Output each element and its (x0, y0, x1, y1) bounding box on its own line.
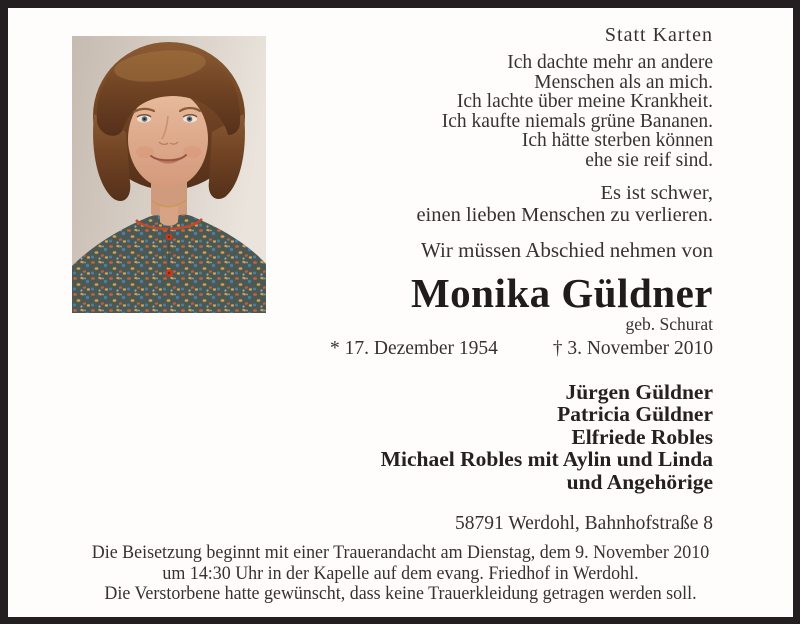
address-line: 58791 Werdohl, Bahnhofstraße 8 (454, 513, 713, 534)
funeral-line-1: Die Beisetzung beginnt mit einer Trauerandacht am Dienstag, dem 9. November 2010 (91, 543, 710, 563)
funeral-line-2: um 14:30 Uhr in der Kapelle auf dem evang. Friedhof in Werdohl. (162, 563, 639, 584)
portrait-photo (72, 36, 266, 313)
birth-date: * 17. Dezember 1954 (330, 338, 498, 359)
sorrow-line-2: einen lieben Menschen zu verlieren. (416, 204, 713, 226)
sorrow-lines (416, 182, 713, 226)
sorrow-line-1: Es ist schwer, (600, 182, 713, 204)
poem-line-4: Ich kaufte niemals grüne Bananen. (441, 110, 713, 132)
mourner-2: Patricia Güldner (557, 402, 713, 427)
funeral-line-3: Die Verstorbene hatte gewünscht, dass keine Trauerkleidung getragen werden soll. (104, 584, 697, 605)
mourner-4: Michael Robles mit Aylin und Linda (380, 447, 713, 472)
poem-line-1: Ich dachte mehr an andere (507, 52, 713, 73)
funeral-info (20, 543, 781, 605)
poem-line-3: Ich lachte über meine Krankheit. (456, 91, 713, 112)
poem-line-6: ehe sie reif sind. (585, 149, 713, 171)
memorial-poem (442, 53, 713, 170)
statt-karten-header: Statt Karten (604, 24, 713, 46)
maiden-name: geb. Schurat (625, 314, 713, 334)
poem-line-5: Ich hätte sterben können (521, 130, 713, 151)
mourner-1: Jürgen Güldner (565, 380, 713, 404)
notice-sheet (8, 8, 793, 617)
farewell-intro: Wir müssen Abschied nehmen von (421, 238, 713, 262)
death-date: † 3. November 2010 (552, 338, 713, 359)
mourner-3: Elfriede Robles (571, 424, 713, 449)
deceased-name: Monika Güldner (410, 270, 713, 316)
mourner-5: und Angehörige (566, 469, 713, 494)
mourners-list (381, 381, 713, 493)
poem-line-2: Menschen als an mich. (534, 71, 713, 93)
